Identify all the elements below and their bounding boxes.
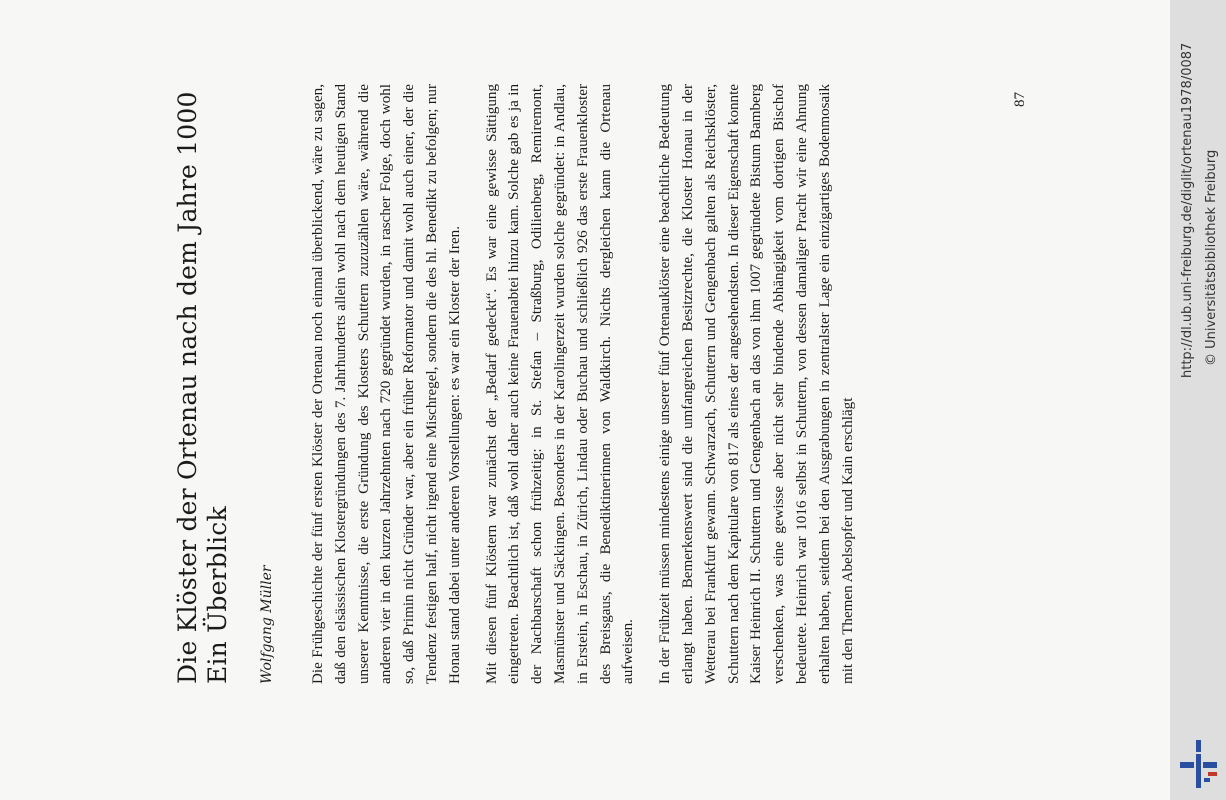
logo-bar-top (1196, 740, 1201, 752)
article-title: Die Klöster der Ortenau nach dem Jahre 1000 Ein Überblick (173, 91, 232, 684)
page-number: 87 (1012, 92, 1028, 107)
logo-bar-right (1203, 762, 1217, 768)
paragraph-1: Die Frühgeschichte der fünf ersten Klöster der Ortenau noch einmal überblickend, wäre zu sagen, daß den elsässischen Klostergründungen des 7. Jahrhunderts allein wohl nach dem heutigen Stand unserer Kenntnisse, die erste Gründung des Klosters Schuttern zuzuzählen wäre, während die anderen vier in den kurzen Jahrzehnten nach 720 gegründet wurden, in rascher Folge, doch wohl so, daß Primin nicht Gründer war, aber ein früher Reformator und damit wohl auch einer, der die Tendenz festigen half, nicht irgend eine Mischregel, sondern die des hl. Benedikt zu befolgen; nur Honau stand dabei unter anderen Vorstellungen: es war ein Kloster der Iren. (310, 84, 463, 684)
paragraph-2: Mit diesen fünf Klöstern war zunächst der „Bedarf gedeckt“. Es war eine gewisse Sättigung eingetreten. Beachtlich ist, daß wohl daher auch keine Frauenabtei hinzu kam. Solche gab es ja in der Nachbarschaft schon frühzeitig: in St. Stefan – Straßburg, Odilienberg, Remiremont, Masmünster und Säckingen. Besonders in der Karolingerzeit wurden solche gegründet: in Andlau, in Erstein, in Eschau, in Zürich, Lindau oder Buchau und schließlich 926 das erste Frauenkloster des Breisgaus, die Benediktinerinnen von Waldkirch. Nichts dergleichen kann die Ortenau aufweisen. (483, 84, 637, 684)
logo-bar-vertical (1196, 754, 1201, 788)
library-sidebar (1170, 0, 1226, 800)
copyright-notice: © Universitätsbibliothek Freiburg (1204, 149, 1219, 366)
ub-freiburg-logo-icon (1178, 740, 1220, 788)
logo-accent-red (1208, 772, 1217, 776)
page-content (145, 80, 1028, 720)
paragraph-3: In der Frühzeit müssen mindestens einige unserer fünf Ortenauklöster eine beachtliche Bedeutung erlangt haben. Bemerkenswert sind die umfangreichen Besitzrechte, die Kloster Honau in der Wetterau bei Frankfurt gewann. Schwarzach, Schuttern und Gengenbach galten als Reichsklöster, Schuttern nach dem Kapitulare von 817 als eines der angesehendsten. In dieser Eigenschaft konnte Kaiser Heinrich II. Schuttern und Gengenbach an das von ihm 1007 gegründete Bistum Bamberg verschenken, was eine gewisse aber nicht sehr bindende Abhängigkeit vom dortigen Bischof bedeutete. Heinrich war 1016 selbst in Schuttern, von dessen damaliger Pracht wir eine Ahnung erhalten haben, seitdem bei den Ausgrabungen in zentralster Lage ein einzigartiges Bodenmosaik mit den Themen Abelsopfer und Kain erschlägt (657, 84, 856, 684)
logo-accent-small (1204, 778, 1210, 782)
article-body (173, 84, 873, 684)
article-author: Wolfgang Müller (259, 565, 275, 684)
logo-bar-left (1180, 762, 1194, 768)
source-url-link[interactable]: http://dl.ub.uni-freiburg.de/diglit/ortenau1978/0087 (1180, 42, 1195, 378)
